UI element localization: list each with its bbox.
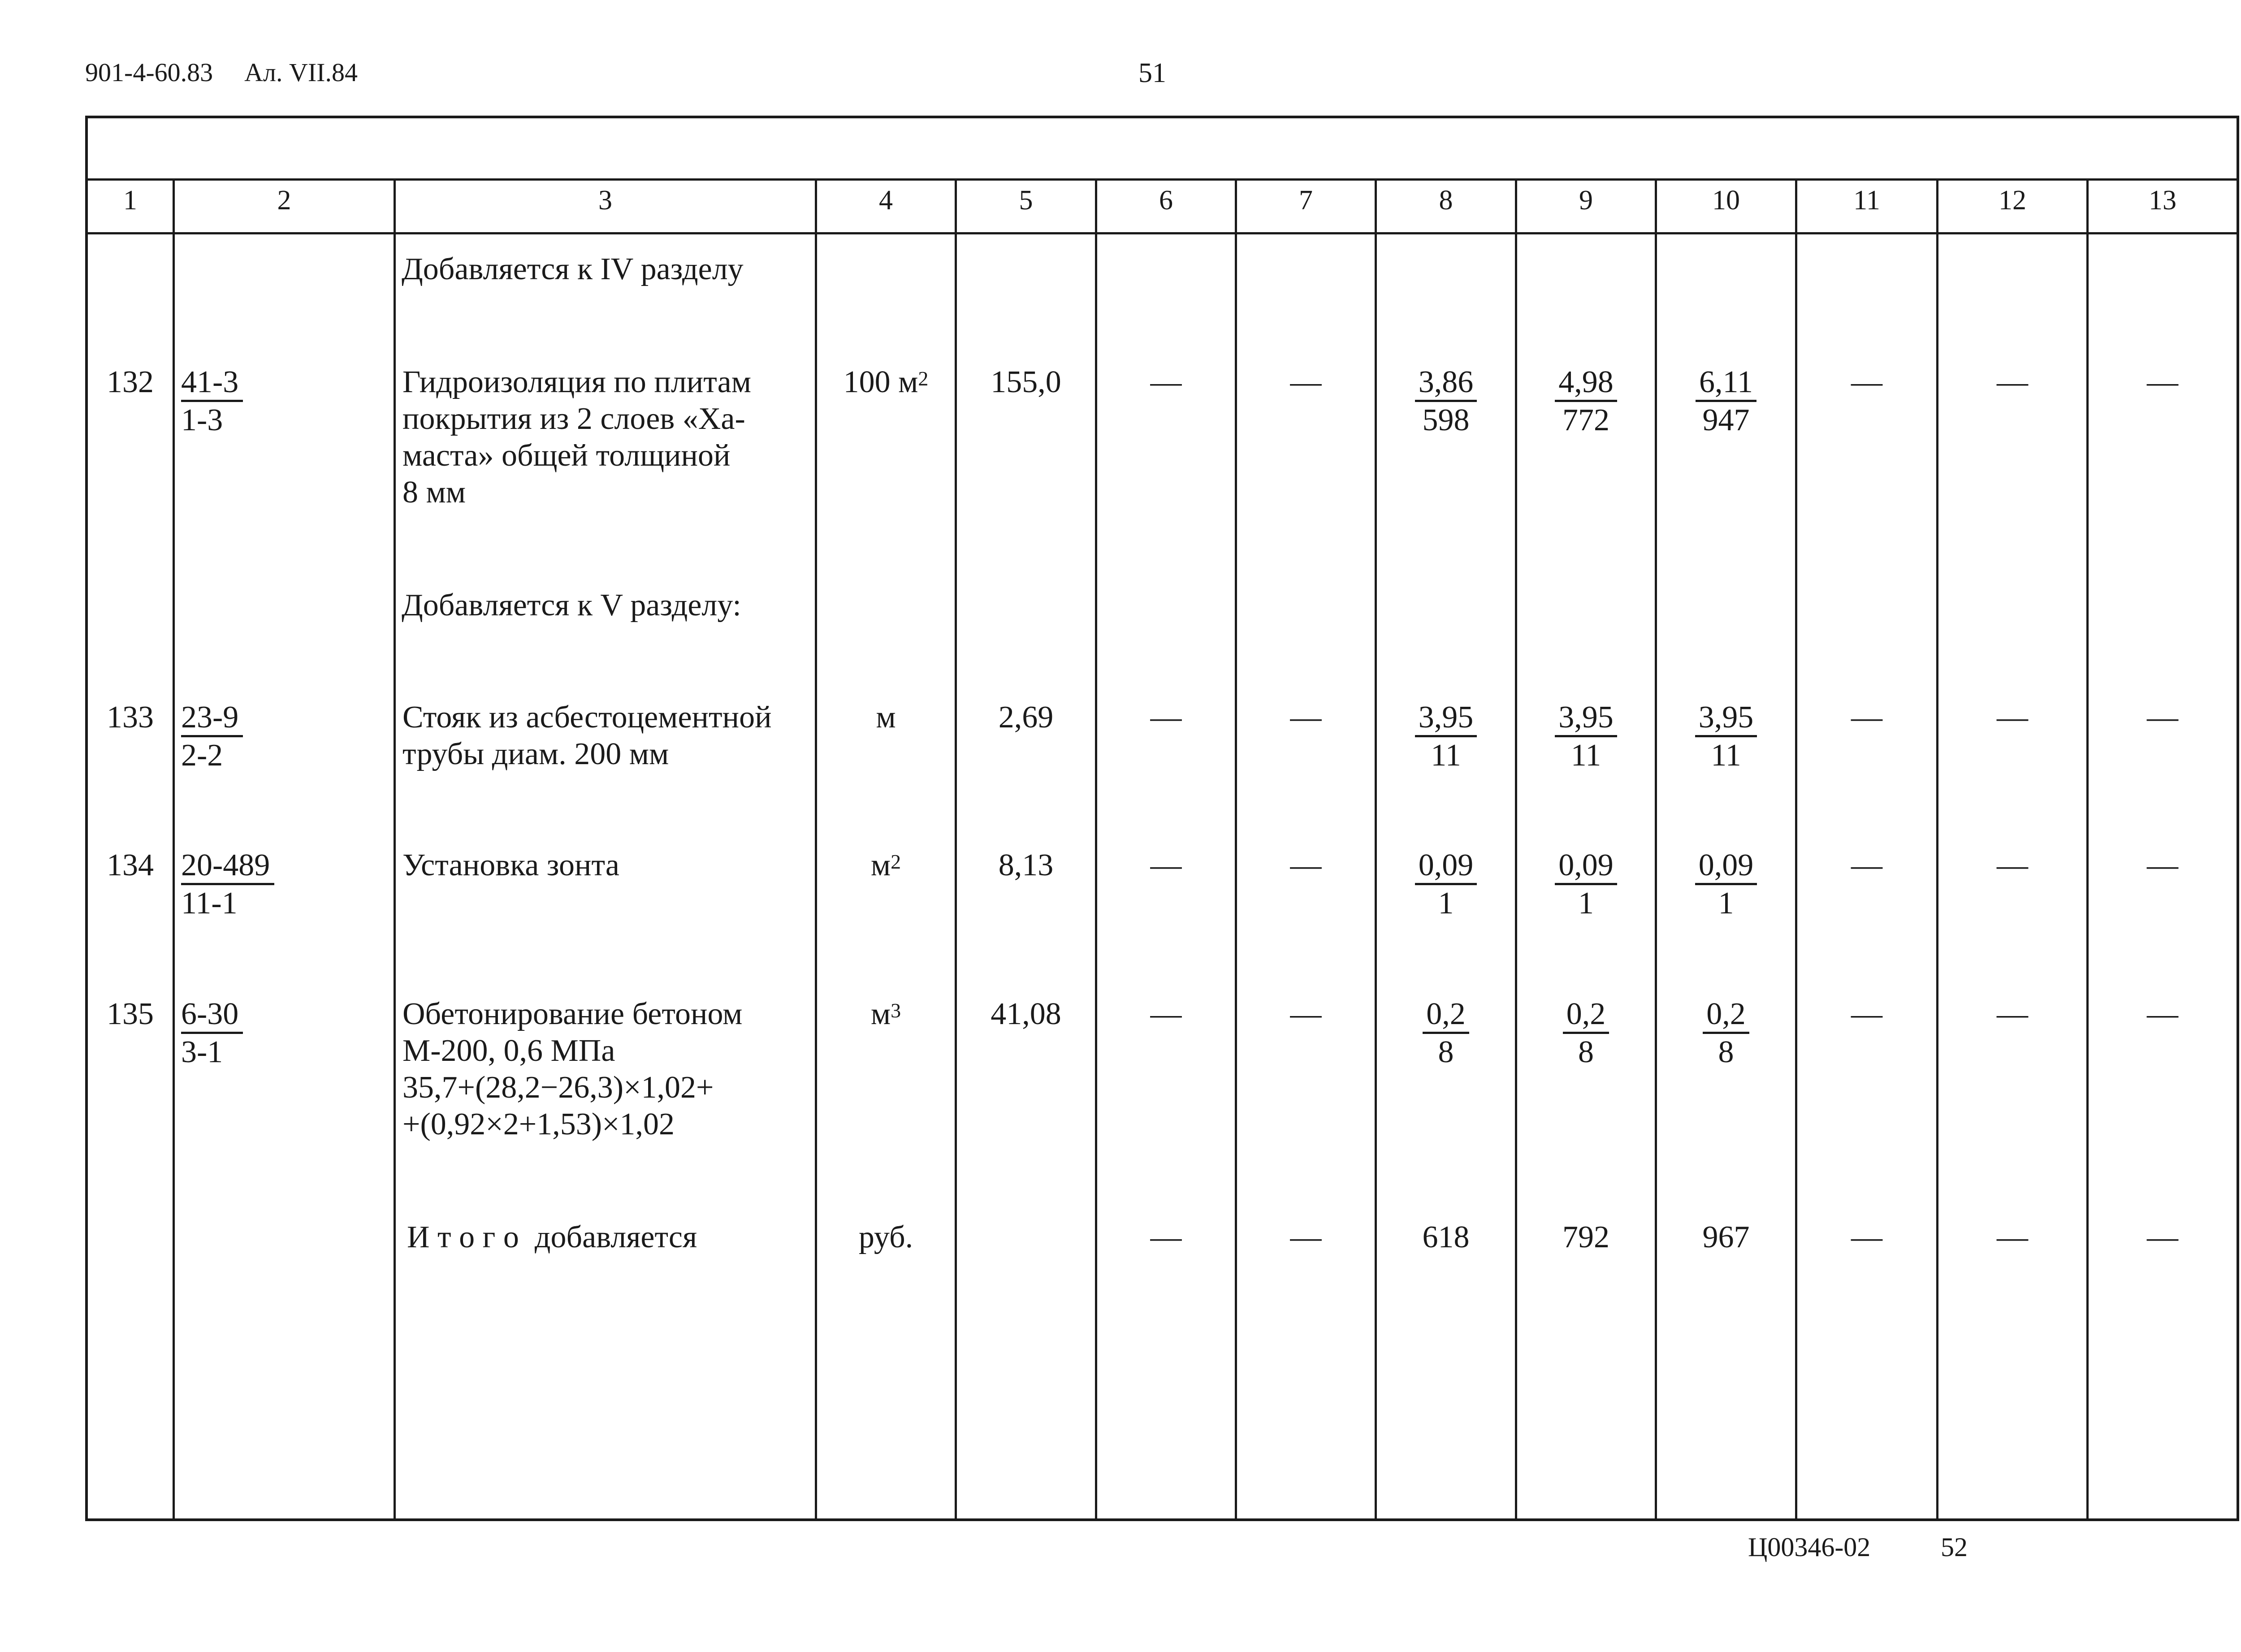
quantity: 8,13 [998, 848, 1054, 882]
col-number: 4 [879, 185, 893, 216]
cell-c12: — [1997, 997, 2028, 1031]
cell-c6: — [1150, 848, 1182, 882]
col-number: 9 [1579, 185, 1593, 216]
col-number: 12 [1999, 185, 2026, 216]
cell-c11: — [1851, 365, 1882, 399]
col-number: 10 [1712, 185, 1740, 216]
cell-c6: — [1150, 365, 1182, 399]
cell-c11: — [1851, 997, 1882, 1031]
cell-c9: $\frac{4,98}{772}$ [1517, 364, 1655, 439]
unit: $м^2$ [870, 848, 901, 882]
total-c12: — [1997, 1220, 2028, 1254]
col-number: 6 [1159, 185, 1173, 216]
cell-c7: — [1290, 848, 1322, 882]
unit: $м^3$ [870, 997, 901, 1031]
col-divider [394, 178, 396, 1520]
cell-c13: — [2147, 997, 2178, 1031]
header-row-bottom-border [85, 232, 2237, 234]
total-unit: руб. [858, 1220, 913, 1254]
cell-c11: — [1851, 848, 1882, 882]
cell-c8: $\frac{3,95}{11}$ [1377, 699, 1515, 774]
table-right-border [2237, 116, 2239, 1521]
col-number: 2 [277, 185, 291, 216]
work-name: Стояк из асбестоцементной трубы диам. 200 мм [402, 700, 772, 771]
norm-code: $\frac{23-9}{2-2}$ [181, 699, 243, 774]
col-number: 11 [1853, 185, 1880, 216]
doc-code: 901-4-60.83 [85, 58, 213, 87]
cell-c10: $\frac{0,2}{8}$ [1657, 996, 1795, 1071]
col-number: 13 [2149, 185, 2176, 216]
cell-c10: $\frac{0,09}{1}$ [1657, 847, 1795, 922]
section-heading-v: Добавляется к V разделу: [402, 588, 741, 623]
work-name: Гидроизоляция по плитам покрытия из 2 слоев «Ха- маста» общей толщиной 8 мм [402, 365, 752, 510]
cell-c11: — [1851, 700, 1882, 735]
cell-c8: $\frac{0,09}{1}$ [1377, 847, 1515, 922]
cell-c13: — [2147, 365, 2178, 399]
footer-page-number: 52 [1941, 1532, 1968, 1562]
col-number: 5 [1019, 185, 1033, 216]
norm-code: $\frac{6-30}{3-1}$ [181, 996, 243, 1071]
cell-c7: — [1290, 700, 1322, 735]
work-name: Обетонирование бетоном М-200, 0,6 МПа 35,7+(28,2−26,3)×1,02+ +(0,92×2+1,53)×1,02 [402, 997, 743, 1142]
cell-c9: $\frac{3,95}{11}$ [1517, 699, 1655, 774]
cell-c9: $\frac{0,2}{8}$ [1517, 996, 1655, 1071]
row-number: 132 [107, 365, 154, 399]
album-number: Ал. VII.84 [244, 58, 358, 87]
footer-code: Ц00346-02 [1748, 1532, 1871, 1562]
col-number: 3 [598, 185, 612, 216]
cell-c12: — [1997, 700, 2028, 735]
table-left-border [85, 116, 88, 1521]
cell-c13: — [2147, 700, 2178, 735]
table-bottom-border [88, 1518, 2239, 1521]
document-code-header [85, 57, 358, 87]
norm-code: $\frac{20-489}{11-1}$ [181, 847, 274, 922]
unit: 100 $м^2$ [843, 365, 929, 399]
row-number: 133 [107, 700, 154, 735]
total-c13: — [2147, 1220, 2178, 1254]
col-number: 1 [123, 185, 137, 216]
cell-c12: — [1997, 848, 2028, 882]
col-number: 7 [1299, 185, 1313, 216]
page-number: 51 [1138, 58, 1166, 88]
total-c6: — [1150, 1220, 1182, 1254]
total-c8: 618 [1422, 1220, 1470, 1254]
row-number: 135 [107, 997, 154, 1031]
quantity: 41,08 [991, 997, 1061, 1031]
header-row-top-border [85, 178, 2237, 181]
section-heading-iv: Добавляется к IV разделу [402, 252, 744, 286]
cell-c10: $\frac{6,11}{947}$ [1657, 364, 1795, 439]
total-c10: 967 [1702, 1220, 1750, 1254]
col-number: 8 [1439, 185, 1453, 216]
table-top-border [85, 116, 2237, 118]
cell-c6: — [1150, 997, 1182, 1031]
work-name: Установка зонта [402, 848, 619, 882]
cell-c6: — [1150, 700, 1182, 735]
cell-c7: — [1290, 365, 1322, 399]
quantity: 155,0 [991, 365, 1061, 399]
cell-c12: — [1997, 365, 2028, 399]
quantity: 2,69 [998, 700, 1054, 735]
cell-c9: $\frac{0,09}{1}$ [1517, 847, 1655, 922]
cell-c13: — [2147, 848, 2178, 882]
total-c11: — [1851, 1220, 1882, 1254]
col-divider [173, 178, 175, 1520]
total-c7: — [1290, 1220, 1322, 1254]
cell-c8: $\frac{3,86}{598}$ [1377, 364, 1515, 439]
row-number: 134 [107, 848, 154, 882]
total-c9: 792 [1562, 1220, 1609, 1254]
cell-c8: $\frac{0,2}{8}$ [1377, 996, 1515, 1071]
cell-c10: $\frac{3,95}{11}$ [1657, 699, 1795, 774]
total-label: И т о г о добавляется [407, 1220, 697, 1254]
norm-code: $\frac{41-3}{1-3}$ [181, 364, 243, 439]
unit: м [876, 700, 896, 735]
cell-c7: — [1290, 997, 1322, 1031]
